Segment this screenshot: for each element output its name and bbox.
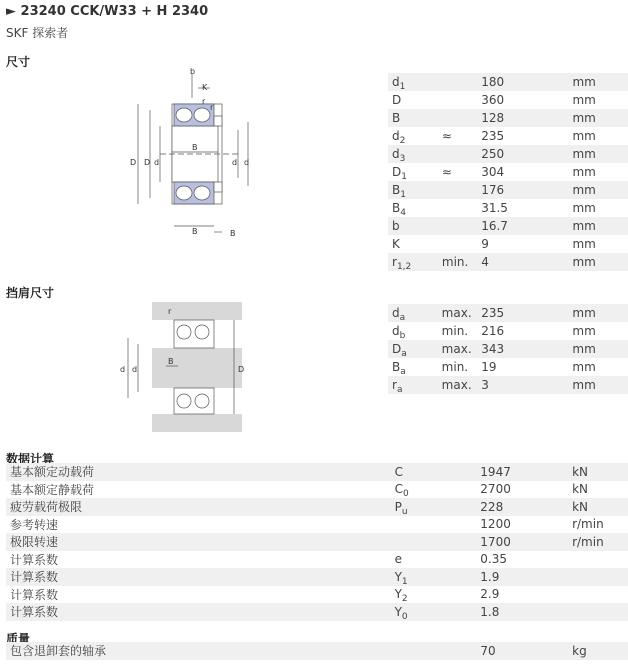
label-D1: D <box>144 158 151 167</box>
abutment-table <box>388 304 628 394</box>
label-B4: B <box>230 229 236 238</box>
label-d1: d <box>232 158 238 167</box>
dimension-value: 4 <box>481 255 489 269</box>
calculation-symbol <box>391 516 477 534</box>
dimension-qualifier: ≈ <box>441 165 452 179</box>
calculation-symbol: $C_0$ <box>394 482 409 500</box>
abutment-drawing <box>118 300 248 435</box>
dimension-symbol: $d_3$ <box>392 147 406 164</box>
label-B1: B <box>192 143 198 152</box>
dimension-symbol: $d_1$ <box>392 75 406 92</box>
dimension-value: 304 <box>481 165 505 179</box>
mass-unit: kg <box>572 643 587 658</box>
calculation-name: 极限转速 <box>10 535 59 550</box>
calculation-unit: r/min <box>572 534 604 549</box>
dimension-unit: mm <box>572 219 596 233</box>
dimension-unit: mm <box>572 237 596 251</box>
calculation-row <box>6 533 628 551</box>
calculation-name: 计算系数 <box>10 605 59 620</box>
dimension-value: 180 <box>481 75 505 89</box>
label-Ba: B <box>168 357 174 366</box>
calculation-value: 2700 <box>480 482 511 497</box>
dimension-unit: mm <box>572 147 596 161</box>
dimension-row <box>388 73 628 91</box>
dimension-value: 360 <box>481 93 505 107</box>
label-ra: r <box>168 307 172 316</box>
calculation-symbol: C <box>394 464 403 479</box>
calculation-row <box>6 551 628 569</box>
dimension-row <box>388 253 628 271</box>
calculation-unit <box>568 603 628 621</box>
calculation-row <box>6 516 628 534</box>
dimension-unit: mm <box>572 93 596 107</box>
label-r2: r <box>202 97 206 106</box>
dimension-unit: mm <box>572 255 596 269</box>
dimension-symbol: $D_1$ <box>392 165 407 182</box>
abutment-value: 235 <box>481 306 505 320</box>
abutment-qualifier: max. <box>441 342 472 356</box>
abutment-qualifier: max. <box>441 306 472 320</box>
calculation-row <box>6 498 628 516</box>
abutment-unit: mm <box>572 306 596 320</box>
label-B: B <box>192 227 198 236</box>
label-K: K <box>202 83 208 92</box>
abutment-value: 216 <box>481 324 505 338</box>
dimension-qualifier <box>438 73 477 91</box>
abutment-value: 3 <box>481 378 489 392</box>
dimension-symbol: D <box>392 93 402 107</box>
label-Da: D <box>238 365 245 374</box>
mass-heading: 质量 <box>6 632 31 646</box>
calculation-value: 1.8 <box>480 604 500 619</box>
abutment-unit: mm <box>572 324 596 338</box>
calculation-unit <box>568 551 628 569</box>
abutment-row <box>388 340 628 358</box>
calculation-value: 0.35 <box>480 552 508 567</box>
abutment-unit: mm <box>572 378 596 392</box>
calculation-unit <box>568 568 628 586</box>
dimension-symbol: $d_2$ <box>392 129 406 146</box>
calculation-row <box>6 568 628 586</box>
calculation-value: 1947 <box>480 464 511 479</box>
dimension-qualifier: min. <box>441 255 469 269</box>
dimension-value: 128 <box>481 111 505 125</box>
dimension-qualifier <box>438 109 477 127</box>
label-da: d <box>120 365 126 374</box>
dimension-row <box>388 235 628 253</box>
abutment-row <box>388 358 628 376</box>
calculation-row <box>6 603 628 621</box>
dimension-unit: mm <box>572 75 596 89</box>
calculation-table <box>6 463 628 621</box>
dimension-row <box>388 127 628 145</box>
calculation-value: 2.9 <box>480 587 500 602</box>
abutment-symbol: $d_a$ <box>392 306 406 323</box>
bearing-dimension-drawing <box>120 68 280 238</box>
calculation-value: 1200 <box>480 517 511 532</box>
abutment-heading: 挡肩尺寸 <box>6 286 55 300</box>
dimension-row <box>388 91 628 109</box>
calculation-symbol: $Y_2$ <box>394 587 408 605</box>
dimension-qualifier: ≈ <box>441 129 452 143</box>
calculation-name: 疲劳载荷极限 <box>10 500 83 515</box>
dimension-unit: mm <box>572 129 596 143</box>
calculation-symbol <box>391 533 477 551</box>
dimension-unit: mm <box>572 201 596 215</box>
mass-value: 70 <box>480 643 496 658</box>
calculation-value: 228 <box>480 499 504 514</box>
abutment-value: 19 <box>481 360 497 374</box>
label-r1: r <box>210 103 214 112</box>
calculation-unit: kN <box>572 464 588 479</box>
calculation-unit: kN <box>572 482 588 497</box>
dimension-symbol: $B_1$ <box>392 183 406 200</box>
calculation-name: 计算系数 <box>10 552 59 567</box>
dimension-symbol: $B_4$ <box>392 201 406 218</box>
calculation-row <box>6 463 628 481</box>
calculation-row <box>6 586 628 604</box>
mass-symbol <box>391 642 477 660</box>
dimension-qualifier <box>438 217 477 235</box>
calculation-symbol: $P_u$ <box>394 499 408 517</box>
dimension-qualifier <box>438 181 477 199</box>
calculation-symbol: $Y_1$ <box>394 569 408 587</box>
dimension-symbol: $r_{1,2}$ <box>392 255 412 272</box>
label-db: d <box>132 365 138 374</box>
abutment-row <box>388 376 628 394</box>
dimension-value: 31.5 <box>481 201 508 215</box>
page-subtitle: SKF 探索者 <box>6 26 69 40</box>
calculation-name: 基本额定动载荷 <box>10 465 95 480</box>
abutment-symbol: $r_a$ <box>392 378 403 395</box>
abutment-unit: mm <box>572 342 596 356</box>
calculation-unit <box>568 586 628 604</box>
dimension-unit: mm <box>572 183 596 197</box>
dimension-symbol: b <box>392 219 400 233</box>
abutment-symbol: $B_a$ <box>392 360 406 377</box>
abutment-row <box>388 304 628 322</box>
dimension-value: 176 <box>481 183 505 197</box>
calculation-heading: 数据计算 <box>6 452 55 466</box>
calculation-symbol: e <box>394 552 402 567</box>
label-d2: d <box>154 158 160 167</box>
dimension-unit: mm <box>572 111 596 125</box>
calculation-name: 参考转速 <box>10 517 59 532</box>
dimension-qualifier <box>438 199 477 217</box>
mass-row <box>6 642 628 660</box>
calculation-value: 1.9 <box>480 569 500 584</box>
label-b: b <box>190 68 196 76</box>
abutment-qualifier: min. <box>441 360 469 374</box>
mass-table <box>6 642 628 660</box>
abutment-unit: mm <box>572 360 596 374</box>
mass-name: 包含退卸套的轴承 <box>10 644 107 659</box>
calculation-name: 基本额定静载荷 <box>10 482 95 497</box>
label-D: D <box>130 158 137 167</box>
calculation-name: 计算系数 <box>10 587 59 602</box>
dimension-value: 250 <box>481 147 505 161</box>
dimensions-table <box>388 73 628 271</box>
calculation-unit: r/min <box>572 517 604 532</box>
dimension-row <box>388 109 628 127</box>
dimension-qualifier <box>438 145 477 163</box>
dimension-row <box>388 181 628 199</box>
dimension-value: 9 <box>481 237 489 251</box>
calculation-name: 计算系数 <box>10 570 59 585</box>
dimensions-heading: 尺寸 <box>6 55 31 69</box>
dimension-row <box>388 199 628 217</box>
calculation-value: 1700 <box>480 534 511 549</box>
label-d3: d <box>244 158 250 167</box>
page-title: ► 23240 CCK/W33 + H 2340 <box>6 4 209 19</box>
dimension-symbol: K <box>392 237 400 251</box>
calculation-symbol: $Y_0$ <box>394 604 408 622</box>
dimension-qualifier <box>438 235 477 253</box>
calculation-row <box>6 481 628 499</box>
dimension-row <box>388 145 628 163</box>
dimension-qualifier <box>438 91 477 109</box>
calculation-unit: kN <box>572 499 588 514</box>
abutment-qualifier: max. <box>441 378 472 392</box>
dimension-value: 235 <box>481 129 505 143</box>
dimension-row <box>388 163 628 181</box>
abutment-qualifier: min. <box>441 324 469 338</box>
abutment-symbol: $D_a$ <box>392 342 407 359</box>
dimension-symbol: B <box>392 111 401 125</box>
dimension-row <box>388 217 628 235</box>
abutment-row <box>388 322 628 340</box>
dimension-unit: mm <box>572 165 596 179</box>
abutment-value: 343 <box>481 342 505 356</box>
dimension-value: 16.7 <box>481 219 508 233</box>
abutment-symbol: $d_b$ <box>392 324 406 341</box>
